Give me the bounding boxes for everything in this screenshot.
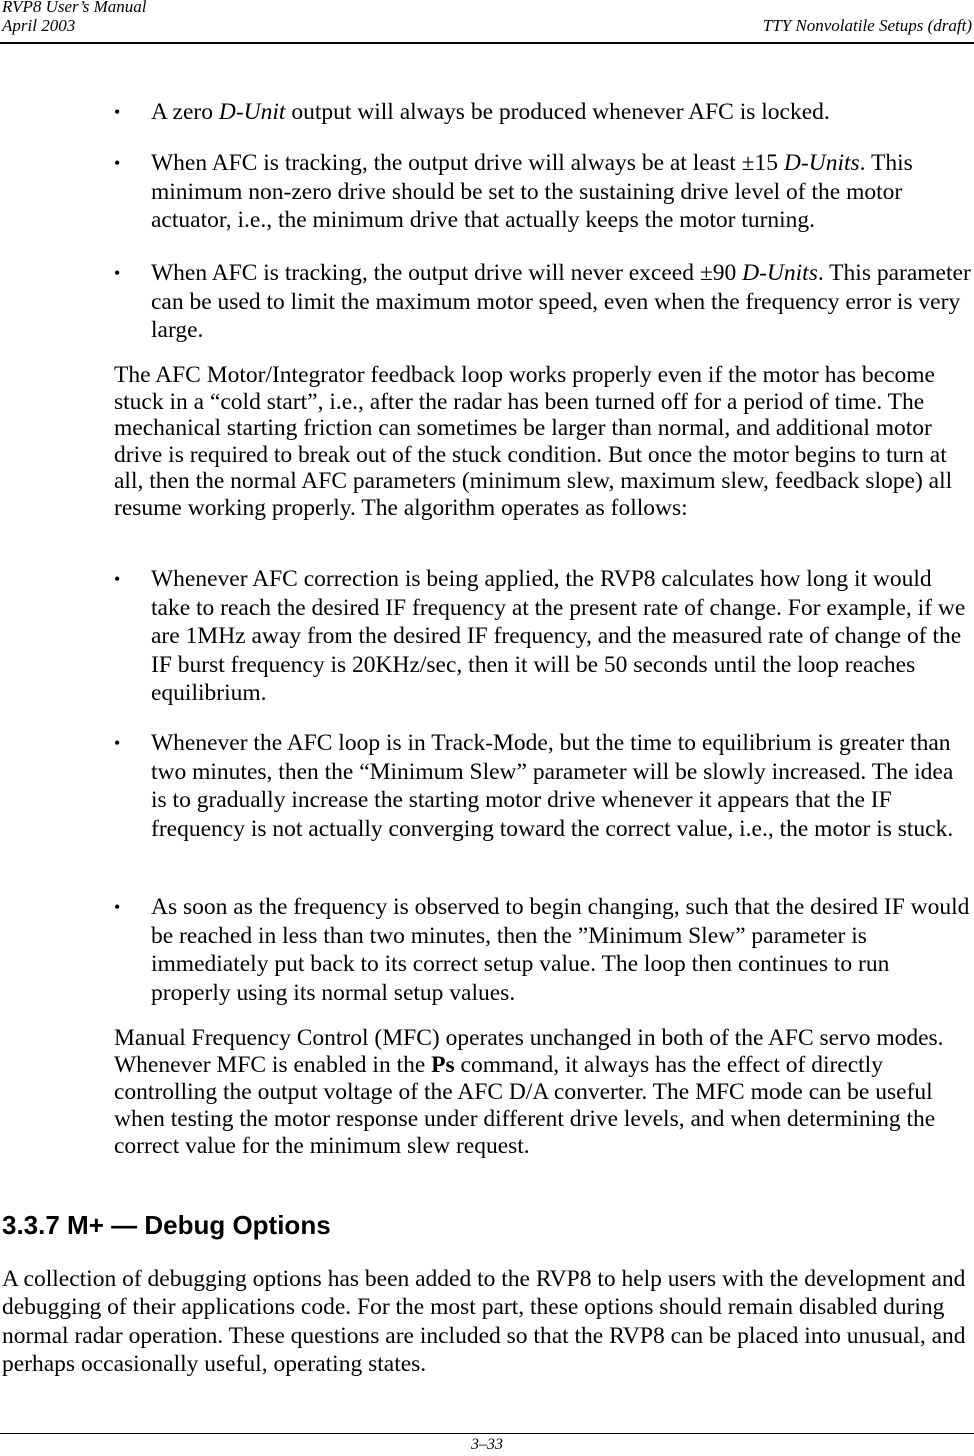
section-title: TTY Nonvolatile Setups (draft) <box>762 16 972 35</box>
list-item: Whenever AFC correction is being applied, the RVP8 calculates how long it would take to reach the desired IF frequency at the present rate of change. For example, if we are 1MHz away from the desired IF frequency, and the measured rate of change of the IF burst frequency is 20KHz/sec, then it will be 50 seconds until the loop reaches equilibrium. <box>151 566 966 706</box>
paragraph: The AFC Motor/Integrator feedback loop works properly even if the motor has become stuck in a “cold start”, i.e., after the radar has been turned off for a period of time. The mechanical starting friction can sometimes be larger than normal, and additional motor drive is required to break out of the stuck condition. But once the motor begins to turn at all, then the normal AFC parameters (minimum slew, maximum slew, feedback slope) all resume working properly. The algorithm operates as follows: <box>114 362 953 521</box>
bullet-marker: • <box>114 102 121 122</box>
emphasis-text: D-Units <box>742 260 818 286</box>
bullet-marker: • <box>114 733 121 753</box>
list-item: As soon as the frequency is observed to begin changing, such that the desired IF would be reached in less than two minutes, then the ”Minimum Slew” parameter is immediately put back to its correct setup value. The loop then continues to run properly using its normal setup values. <box>151 894 970 1006</box>
publication-date: April 2003 <box>2 16 76 35</box>
bullet-marker: • <box>114 263 121 283</box>
emphasis-text: D-Units <box>783 150 860 176</box>
list-item: Whenever the AFC loop is in Track-Mode, but the time to equilibrium is greater than two minutes, then the “Minimum Slew” parameter will be slowly increased. The idea is to gradually increase the starting motor drive whenever it appears that the IF frequency is not actually converging toward the correct value, i.e., the motor is stuck. <box>151 730 954 842</box>
paragraph: A collection of debugging options has been added to the RVP8 to help users with the development and debugging of their applications code. For the most part, these options should remain disabled during normal radar operation. These questions are included so that the RVP8 can be placed into unusual, and perhaps occasionally useful, operating states. <box>2 1266 966 1378</box>
section-heading: 3.3.7 M+ — Debug Options <box>2 1210 331 1240</box>
list-item: When AFC is tracking, the output drive will always be at least ±15 D-Units. This minimum non-zero drive should be set to the sustaining drive level of the motor actuator, i.e., the minimum drive that actually keeps the motor turning. <box>151 150 913 233</box>
bullet-marker: • <box>114 153 121 173</box>
paragraph: Manual Frequency Control (MFC) operates unchanged in both of the AFC servo modes. Whenever MFC is enabled in the Ps command, it always has the effect of directly controlling the output voltage of the AFC D/A converter. The MFC mode can be useful when testing the motor response under different drive levels, and when determining the correct value for the minimum slew request. <box>114 1025 944 1159</box>
list-item: When AFC is tracking, the output drive will never exceed ±90 D-Units. This parameter can be used to limit the maximum motor speed, even when the frequency error is very large. <box>151 260 971 343</box>
bullet-marker: • <box>114 569 121 589</box>
header-rule <box>0 42 974 44</box>
page-number: 3–33 <box>471 1436 503 1453</box>
command-name: Ps <box>431 1052 455 1078</box>
manual-title: RVP8 User’s Manual <box>2 0 147 16</box>
footer-rule <box>0 1433 974 1434</box>
list-item: A zero D-Unit output will always be produced whenever AFC is locked. <box>151 99 830 125</box>
emphasis-text: D-Unit <box>218 99 286 125</box>
bullet-marker: • <box>114 897 121 917</box>
